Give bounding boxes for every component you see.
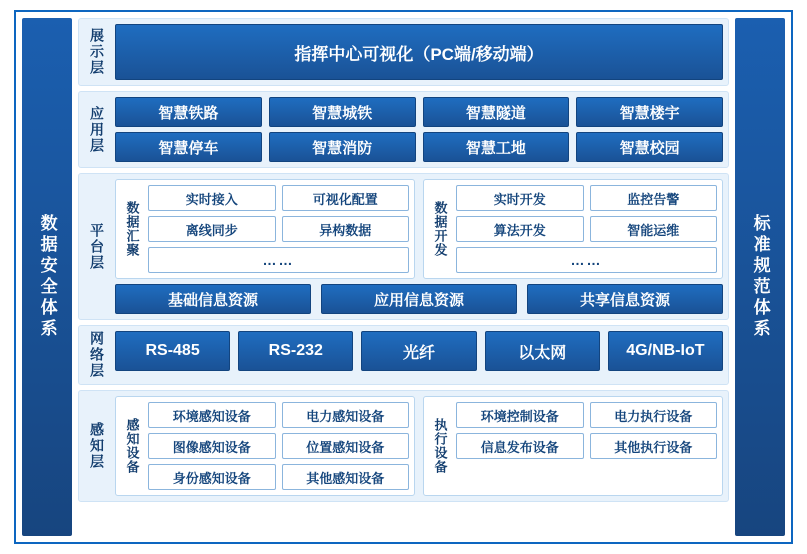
platform-left-row-2 [148, 216, 409, 242]
layer-presentation [78, 18, 729, 86]
sensing-left-item[interactable]: 其他感知设备 [282, 464, 410, 490]
sensing-group-left-items [148, 402, 409, 490]
platform-group-left-label: 数据汇聚 [124, 201, 140, 257]
layer-application-body [115, 97, 723, 162]
platform-left-item[interactable]: 离线同步 [148, 216, 276, 242]
application-row-2 [115, 132, 723, 162]
platform-left-item[interactable]: 可视化配置 [282, 185, 410, 211]
platform-right-row-2 [456, 216, 717, 242]
layer-sensing-body [115, 396, 723, 496]
network-items-row [115, 331, 723, 371]
layer-platform-label: 平台层 [89, 222, 106, 271]
sensing-group-left-label: 感知设备 [124, 418, 140, 474]
platform-group-left-label-wrap [121, 185, 143, 273]
network-item[interactable]: RS-232 [238, 331, 353, 371]
sensing-right-row-1 [456, 402, 717, 428]
sensing-right-row-2 [456, 433, 717, 459]
app-item[interactable]: 智慧停车 [115, 132, 262, 162]
layer-presentation-label: 展示层 [89, 28, 106, 76]
platform-group-right-items [456, 185, 717, 273]
network-item[interactable]: RS-485 [115, 331, 230, 371]
platform-left-item[interactable]: 实时接入 [148, 185, 276, 211]
network-item[interactable]: 以太网 [485, 331, 600, 371]
app-item[interactable]: 智慧隧道 [423, 97, 570, 127]
platform-group-right-label-wrap [429, 185, 451, 273]
platform-group-data-aggregation [115, 179, 415, 279]
left-pillar-label: 数据安全体系 [37, 214, 57, 340]
layer-platform-label-wrap [84, 179, 110, 314]
sensing-group-actuator-devices [423, 396, 723, 496]
platform-resource-item[interactable]: 基础信息资源 [115, 284, 311, 314]
layer-sensing [78, 390, 729, 502]
sensing-left-item[interactable]: 身份感知设备 [148, 464, 276, 490]
sensing-group-right-label-wrap [429, 402, 451, 490]
diagram-frame [14, 10, 793, 544]
platform-right-ellipsis: …… [456, 247, 717, 273]
sensing-right-item[interactable]: 环境控制设备 [456, 402, 584, 428]
sensing-group-left-label-wrap [121, 402, 143, 490]
layer-application [78, 91, 729, 168]
sensing-group-right-items [456, 402, 717, 490]
left-pillar-data-security [22, 18, 72, 536]
platform-right-item[interactable]: 监控告警 [590, 185, 718, 211]
sensing-groups [115, 396, 723, 496]
sensing-right-item[interactable]: 电力执行设备 [590, 402, 718, 428]
layer-application-label-wrap [84, 97, 110, 162]
network-item[interactable]: 4G/NB-IoT [608, 331, 723, 371]
layer-platform-body [115, 179, 723, 314]
app-item[interactable]: 智慧铁路 [115, 97, 262, 127]
app-item[interactable]: 智慧消防 [269, 132, 416, 162]
layer-platform [78, 173, 729, 320]
layers-column [78, 18, 729, 536]
sensing-left-row-1 [148, 402, 409, 428]
layer-presentation-label-wrap [84, 24, 110, 80]
layer-sensing-label: 感知层 [89, 422, 106, 470]
sensing-left-item[interactable]: 图像感知设备 [148, 433, 276, 459]
application-row-1 [115, 97, 723, 127]
layer-presentation-body [115, 24, 723, 80]
platform-group-data-development [423, 179, 723, 279]
platform-right-item[interactable]: 实时开发 [456, 185, 584, 211]
platform-resource-item[interactable]: 应用信息资源 [321, 284, 517, 314]
sensing-group-right-label: 执行设备 [432, 418, 448, 474]
layer-network [78, 325, 729, 385]
layer-sensing-label-wrap [84, 396, 110, 496]
platform-right-item[interactable]: 智能运维 [590, 216, 718, 242]
right-pillar-label: 标准规范体系 [750, 214, 770, 340]
sensing-left-item[interactable]: 环境感知设备 [148, 402, 276, 428]
sensing-left-item[interactable]: 电力感知设备 [282, 402, 410, 428]
platform-left-row-1 [148, 185, 409, 211]
network-item[interactable]: 光纤 [361, 331, 476, 371]
presentation-command-center-box[interactable]: 指挥中心可视化（PC端/移动端） [115, 24, 723, 80]
sensing-group-sensor-devices [115, 396, 415, 496]
layer-network-body [115, 331, 723, 379]
platform-right-item[interactable]: 算法开发 [456, 216, 584, 242]
platform-groups [115, 179, 723, 279]
platform-group-right-label: 数据开发 [432, 201, 448, 257]
right-pillar-standards [735, 18, 785, 536]
sensing-left-item[interactable]: 位置感知设备 [282, 433, 410, 459]
sensing-left-row-2 [148, 433, 409, 459]
layer-application-label: 应用层 [89, 105, 106, 154]
app-item[interactable]: 智慧城铁 [269, 97, 416, 127]
sensing-right-item[interactable]: 其他执行设备 [590, 433, 718, 459]
platform-resources-row [115, 284, 723, 314]
platform-left-ellipsis: …… [148, 247, 409, 273]
platform-group-left-items [148, 185, 409, 273]
app-item[interactable]: 智慧楼宇 [576, 97, 723, 127]
platform-right-row-1 [456, 185, 717, 211]
app-item[interactable]: 智慧工地 [423, 132, 570, 162]
platform-left-item[interactable]: 异构数据 [282, 216, 410, 242]
layer-network-label: 网络层 [89, 331, 106, 379]
layer-network-label-wrap [84, 331, 110, 379]
sensing-left-row-3 [148, 464, 409, 490]
sensing-right-item[interactable]: 信息发布设备 [456, 433, 584, 459]
app-item[interactable]: 智慧校园 [576, 132, 723, 162]
platform-resource-item[interactable]: 共享信息资源 [527, 284, 723, 314]
